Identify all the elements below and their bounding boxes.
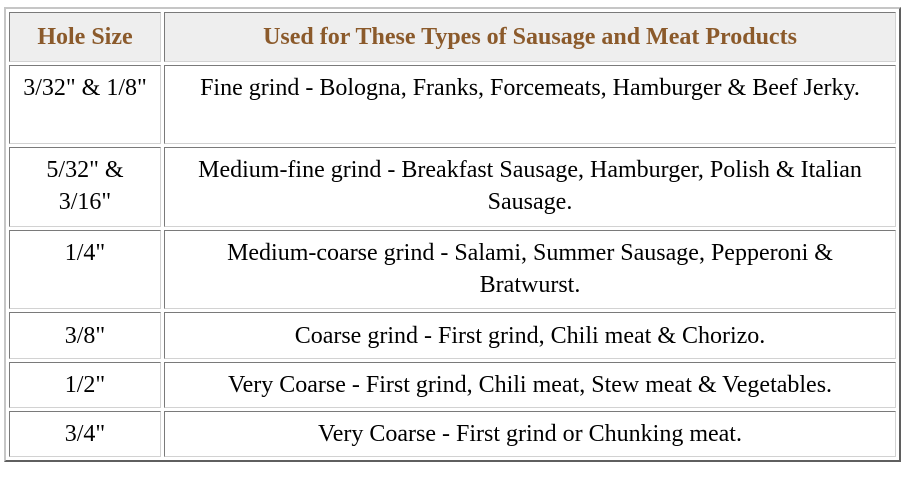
hole-size-cell: 5/32" & 3/16" [9, 147, 161, 227]
hole-size-cell: 3/4" [9, 411, 161, 457]
table-row [9, 147, 896, 227]
table-row [9, 312, 896, 358]
hole-size-cell: 1/4" [9, 230, 161, 310]
grind-size-table-frame [4, 7, 901, 462]
table-row [9, 65, 896, 144]
hole-size-cell: 1/2" [9, 362, 161, 408]
header-used-for: Used for These Types of Sausage and Meat Products [164, 12, 896, 62]
table-row [9, 411, 896, 457]
table-row [9, 362, 896, 408]
usage-cell: Very Coarse - First grind or Chunking meat. [164, 411, 896, 457]
usage-cell: Fine grind - Bologna, Franks, Forcemeats, Hamburger & Beef Jerky. [164, 65, 896, 144]
table-row [9, 230, 896, 310]
table-header-row [9, 12, 896, 62]
grind-size-table [6, 9, 899, 460]
usage-cell: Very Coarse - First grind, Chili meat, Stew meat & Vegetables. [164, 362, 896, 408]
usage-cell: Medium-coarse grind - Salami, Summer Sausage, Pepperoni & Bratwurst. [164, 230, 896, 310]
hole-size-cell: 3/8" [9, 312, 161, 358]
hole-size-cell: 3/32" & 1/8" [9, 65, 161, 144]
usage-cell: Medium-fine grind - Breakfast Sausage, Hamburger, Polish & Italian Sausage. [164, 147, 896, 227]
header-hole-size: Hole Size [9, 12, 161, 62]
usage-cell: Coarse grind - First grind, Chili meat & Chorizo. [164, 312, 896, 358]
